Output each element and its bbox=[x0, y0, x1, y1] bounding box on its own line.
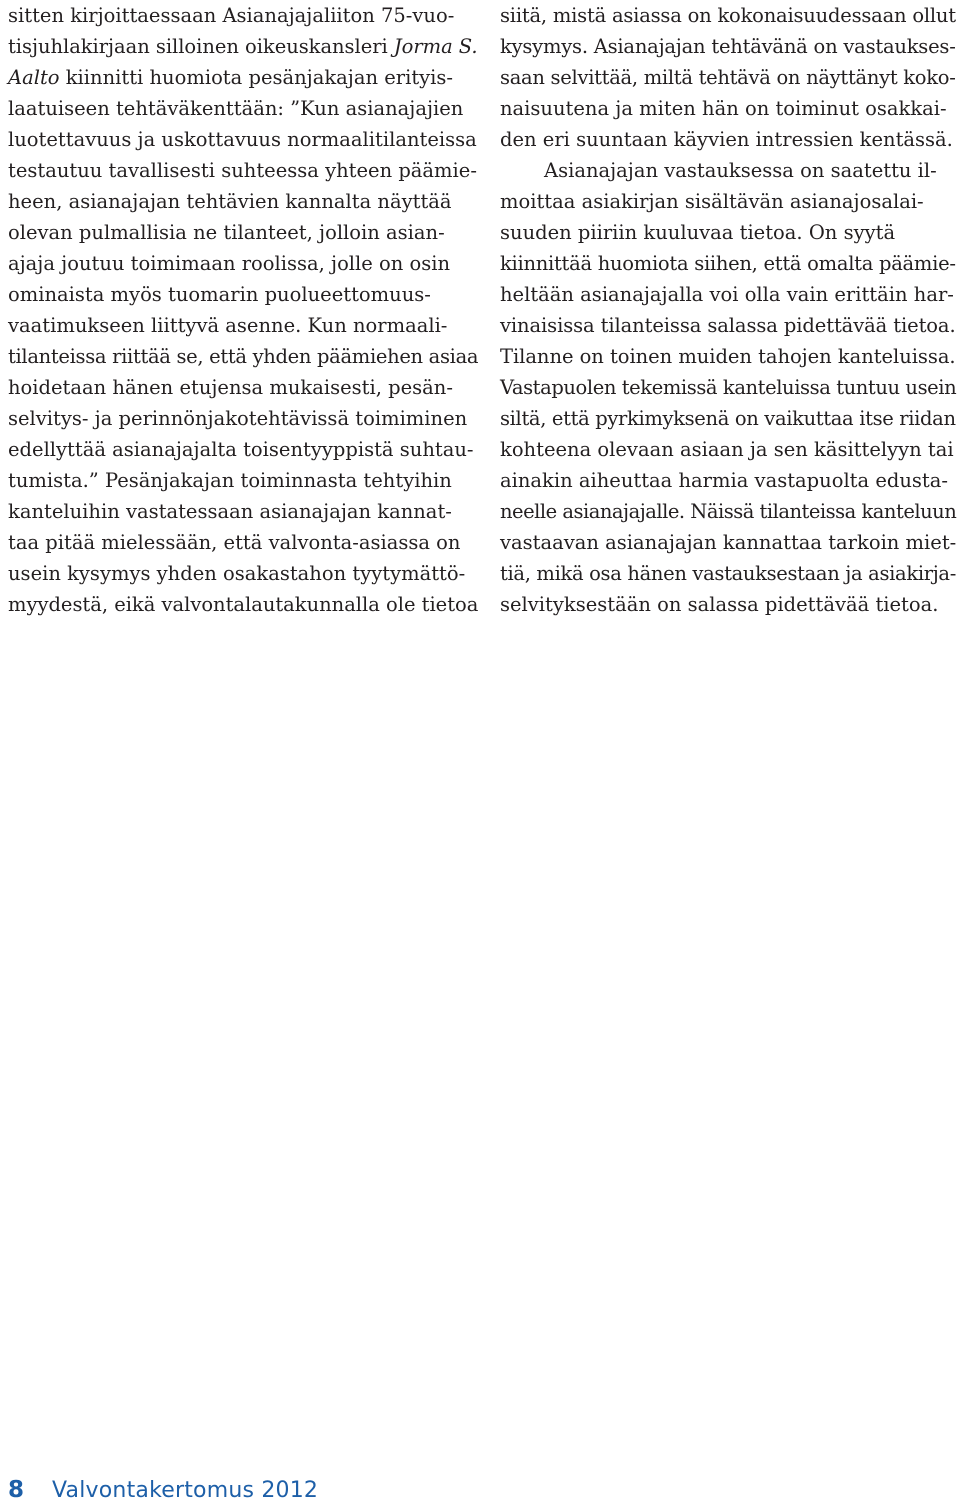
text-line: moittaa asiakirjan sisältävän asianajosalai- bbox=[500, 190, 924, 213]
text-line: vinaisissa tilanteissa salassa pidettävää tietoa. bbox=[500, 314, 956, 337]
text-line: saan selvittää, miltä tehtävä on näyttänyt koko- bbox=[500, 66, 956, 89]
text-line: Aalto kiinnitti huomiota pesänjakajan erityis- bbox=[8, 66, 454, 89]
text-line: Tilanne on toinen muiden tahojen kanteluissa. bbox=[500, 345, 956, 368]
text-line: naisuutena ja miten hän on toiminut osakkai- bbox=[500, 97, 947, 120]
text-line: vastaavan asianajajan kannattaa tarkoin miet- bbox=[500, 531, 957, 554]
text-line: kanteluihin vastatessaan asianajajan kannat- bbox=[8, 500, 452, 523]
text-line: tiä, mikä osa hänen vastauksestaan ja asiakirja- bbox=[500, 562, 956, 585]
text-line: kysymys. Asianajajan tehtävänä on vastaukses- bbox=[500, 35, 956, 58]
text-line: hoidetaan hänen etujensa mukaisesti, pesän- bbox=[8, 376, 453, 399]
text-line: luotettavuus ja uskottavuus normaalitilanteissa bbox=[8, 128, 477, 151]
right-column bbox=[500, 0, 956, 620]
text-line: ajaja joutuu toimimaan roolissa, jolle on osin bbox=[8, 252, 451, 275]
text-line: neelle asianajajalle. Näissä tilanteissa kanteluun bbox=[500, 500, 957, 523]
text-line: usein kysymys yhden osakastahon tyytymättö- bbox=[8, 562, 466, 585]
text-line: edellyttää asianajajalta toisentyyppistä suhtau- bbox=[8, 438, 474, 461]
page-number: 8 bbox=[8, 1477, 25, 1503]
text-line: kohteena olevaan asiaan ja sen käsittelyyn tai bbox=[500, 438, 954, 461]
left-column bbox=[8, 0, 478, 620]
text-line: selvitys- ja perinnönjakotehtävissä toimiminen bbox=[8, 407, 468, 430]
text-line: ominaista myös tuomarin puolueettomuus- bbox=[8, 283, 431, 306]
text-line: testautuu tavallisesti suhteessa yhteen päämie- bbox=[8, 159, 477, 182]
text-line: tumista.” Pesänjakajan toiminnasta tehtyihin bbox=[8, 469, 452, 492]
publication-title: Valvontakertomus 2012 bbox=[52, 1477, 319, 1503]
text-line: Vastapuolen tekemissä kanteluissa tuntuu usein bbox=[500, 376, 957, 399]
author-name: Aalto bbox=[8, 66, 60, 89]
text-line: suuden piiriin kuuluvaa tietoa. On syytä bbox=[500, 221, 896, 244]
text-line: vaatimukseen liittyvä asenne. Kun normaali- bbox=[8, 314, 448, 337]
text-line: myydestä, eikä valvontalautakunnalla ole tietoa bbox=[8, 593, 479, 616]
text-line: tisjuhlakirjaan silloinen oikeuskansleri Jorma S. bbox=[8, 35, 478, 58]
text-line: tilanteissa riittää se, että yhden päämiehen asiaa bbox=[8, 345, 479, 368]
text-line: sitten kirjoittaessaan Asianajajaliiton 75-vuo- bbox=[8, 4, 455, 27]
text-line: heltään asianajajalla voi olla vain erittäin har- bbox=[500, 283, 954, 306]
paragraph-start-line: Asianajajan vastauksessa on saatettu il- bbox=[544, 159, 937, 182]
text-line: taa pitää mielessään, että valvonta-asiassa on bbox=[8, 531, 461, 554]
text-line: olevan pulmallisia ne tilanteet, jolloin asian- bbox=[8, 221, 445, 244]
page-footer bbox=[8, 1472, 318, 1508]
text-line: ainakin aiheuttaa harmia vastapuolta edusta- bbox=[500, 469, 948, 492]
author-name: Jorma S. bbox=[393, 35, 478, 58]
text-line: den eri suuntaan käyvien intressien kentässä. bbox=[500, 128, 953, 151]
text-line: selvityksestään on salassa pidettävää tietoa. bbox=[500, 593, 939, 616]
text-line: laatuiseen tehtäväkenttään: ”Kun asianajajien bbox=[8, 97, 464, 120]
text-line: siltä, että pyrkimyksenä on vaikuttaa itse riidan bbox=[500, 407, 956, 430]
text-line: siitä, mistä asiassa on kokonaisuudessaan ollut bbox=[500, 4, 956, 27]
text-line: kiinnittää huomiota siihen, että omalta päämie- bbox=[500, 252, 956, 275]
text-line: heen, asianajajan tehtävien kannalta näyttää bbox=[8, 190, 452, 213]
